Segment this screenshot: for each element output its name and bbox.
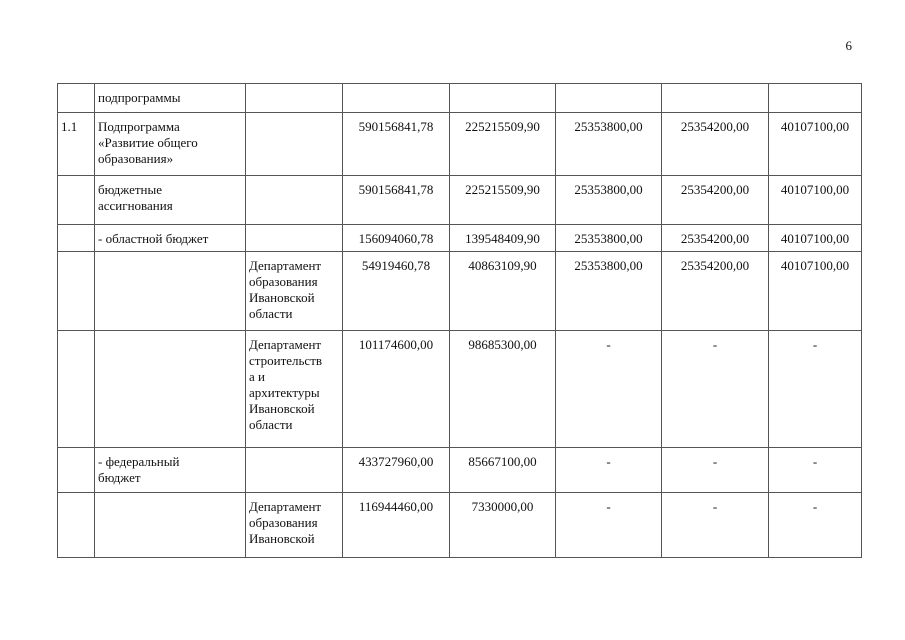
row-name-cell (95, 331, 246, 448)
value-cell: 225215509,90 (450, 113, 556, 176)
value-cell: 40107100,00 (769, 176, 862, 225)
value-cell: 40107100,00 (769, 252, 862, 331)
row-name-cell: бюджетные ассигнования (95, 176, 246, 225)
value-cell: 40107100,00 (769, 225, 862, 252)
row-name-cell (95, 252, 246, 331)
row-index-cell: 1.1 (58, 113, 95, 176)
table-row (58, 493, 862, 558)
value-cell: 156094060,78 (343, 225, 450, 252)
value-cell: 225215509,90 (450, 176, 556, 225)
row-index-cell (58, 448, 95, 493)
value-cell: 25353800,00 (556, 113, 662, 176)
value-cell: 7330000,00 (450, 493, 556, 558)
row-index-cell (58, 252, 95, 331)
value-cell: 433727960,00 (343, 448, 450, 493)
row-name-cell: подпрограммы (95, 84, 246, 113)
value-cell (769, 84, 862, 113)
value-cell: 54919460,78 (343, 252, 450, 331)
value-cell (662, 84, 769, 113)
value-cell: 25354200,00 (662, 113, 769, 176)
row-index-cell (58, 176, 95, 225)
value-cell: - (556, 448, 662, 493)
row-name-cell: - федеральный бюджет (95, 448, 246, 493)
value-cell: 25354200,00 (662, 225, 769, 252)
table-row (58, 448, 862, 493)
table-row (58, 331, 862, 448)
table-row (58, 252, 862, 331)
value-cell: - (769, 331, 862, 448)
executor-cell: Департамент строительств а и архитектуры Ивановской области (246, 331, 343, 448)
executor-cell (246, 113, 343, 176)
value-cell (450, 84, 556, 113)
value-cell: - (662, 448, 769, 493)
value-cell: - (662, 331, 769, 448)
row-index-cell (58, 84, 95, 113)
page-number: 6 (845, 38, 852, 53)
value-cell: 116944460,00 (343, 493, 450, 558)
value-cell: - (662, 493, 769, 558)
value-cell: - (769, 493, 862, 558)
executor-cell: Департамент образования Ивановской области (246, 252, 343, 331)
value-cell: 25354200,00 (662, 252, 769, 331)
row-index-cell (58, 493, 95, 558)
value-cell: 25353800,00 (556, 176, 662, 225)
value-cell: - (556, 493, 662, 558)
value-cell: 590156841,78 (343, 113, 450, 176)
value-cell: - (769, 448, 862, 493)
value-cell: 40863109,90 (450, 252, 556, 331)
executor-cell (246, 448, 343, 493)
row-name-cell: Подпрограмма «Развитие общего образования» (95, 113, 246, 176)
value-cell: 98685300,00 (450, 331, 556, 448)
value-cell: 101174600,00 (343, 331, 450, 448)
executor-cell (246, 176, 343, 225)
value-cell: 25353800,00 (556, 225, 662, 252)
executor-cell (246, 225, 343, 252)
budget-table (57, 83, 862, 558)
table-row (58, 84, 862, 113)
table-row (58, 113, 862, 176)
table-row (58, 225, 862, 252)
value-cell: 40107100,00 (769, 113, 862, 176)
table-row (58, 176, 862, 225)
row-name-cell: - областной бюджет (95, 225, 246, 252)
value-cell: 139548409,90 (450, 225, 556, 252)
value-cell (556, 84, 662, 113)
row-name-cell (95, 493, 246, 558)
row-index-cell (58, 225, 95, 252)
executor-cell: Департамент образования Ивановской (246, 493, 343, 558)
value-cell (343, 84, 450, 113)
value-cell: 590156841,78 (343, 176, 450, 225)
value-cell: 85667100,00 (450, 448, 556, 493)
value-cell: 25353800,00 (556, 252, 662, 331)
executor-cell (246, 84, 343, 113)
value-cell: 25354200,00 (662, 176, 769, 225)
value-cell: - (556, 331, 662, 448)
row-index-cell (58, 331, 95, 448)
